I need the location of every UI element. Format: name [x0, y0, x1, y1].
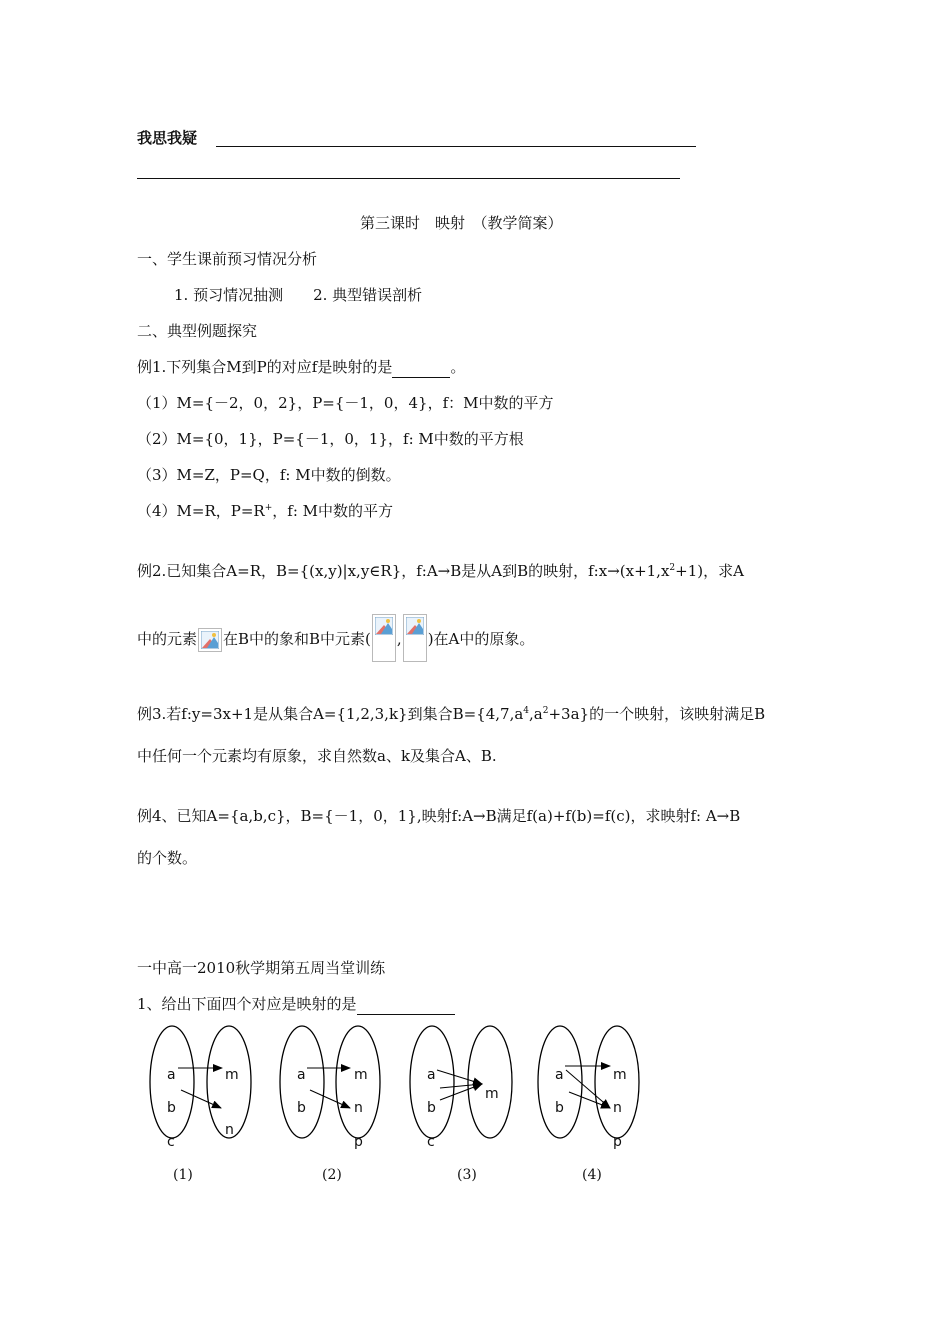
- example-3-line-1: [137, 704, 765, 724]
- header-rule-2: [137, 178, 680, 179]
- diagram-2-right-label: m: [354, 1067, 368, 1083]
- example-1-stem: [137, 357, 465, 378]
- diagram-1-left-label: a: [167, 1067, 176, 1083]
- training-title: 一中高一2010秋学期第五周当堂训练: [137, 959, 386, 977]
- example-2-line-2-c: )在A中的原象。: [427, 630, 535, 648]
- diagram-1-caption: (1): [173, 1167, 193, 1183]
- diagram-3-left-label: b: [427, 1100, 436, 1116]
- diagram-2-arrow-b-n: [310, 1090, 350, 1108]
- diagram-4-right-label: n: [613, 1100, 622, 1116]
- formula-image-icon: [198, 628, 222, 652]
- diagram-2-caption: (2): [322, 1167, 342, 1183]
- example-2-line-2-a: 中的元素: [137, 630, 198, 648]
- diagram-3-right-label: m: [485, 1086, 499, 1102]
- example-1-answer-blank[interactable]: [392, 357, 450, 378]
- example-2-line-1-a: 例2.已知集合A=R，B={(x,y)|x,y∈R}，f:A→B是从A到B的映射，f:x→(x+1,x: [137, 562, 670, 580]
- example-4-line-1: 例4、已知A={a,b,c}，B={－1，0，1},映射f:A→B满足f(a)+f(b)=f(c)，求映射f: A→B: [137, 807, 741, 825]
- example-4-line-2: 的个数。: [137, 849, 198, 867]
- diagram-4-caption: (4): [582, 1167, 602, 1183]
- diagram-2-right-label: n: [354, 1100, 363, 1116]
- example-2-line-2: [137, 614, 534, 664]
- section-1-subitems: 1. 预习情况抽测 2. 典型错误剖析: [174, 286, 423, 304]
- lesson-title: 第三课时 映射 （教学简案）: [360, 214, 563, 232]
- diagram-2-left-label: a: [297, 1067, 306, 1083]
- example-3-sup-2: 2: [542, 706, 549, 716]
- diagram-1-left-label: c: [167, 1134, 175, 1150]
- example-2-line-2-b: 在B中的象和B中元素(: [223, 630, 371, 648]
- diagram-4-arrow-b-n: [569, 1092, 610, 1108]
- training-question-1: [137, 994, 455, 1015]
- example-1-option-4-sup: +: [264, 503, 273, 513]
- diagram-3-caption: (3): [457, 1167, 477, 1183]
- diagram-4-left-label: b: [555, 1100, 564, 1116]
- example-3-line-1-a: 例3.若f:y=3x+1是从集合A={1,2,3,k}到集合B={4,7,a: [137, 705, 524, 723]
- example-1-stem-end: 。: [450, 358, 466, 376]
- diagram-2-left-label: b: [297, 1100, 306, 1116]
- diagram-1-left-label: b: [167, 1100, 176, 1116]
- training-answer-blank[interactable]: [357, 994, 455, 1015]
- diagram-1-arrow-b-n: [181, 1090, 221, 1108]
- diagram-1-right-label: m: [225, 1067, 239, 1083]
- example-2-line-1-b: +1)，求A: [675, 562, 744, 580]
- diagram-4-arrow-a-n: [566, 1070, 610, 1108]
- diagram-1-right-label: n: [225, 1122, 234, 1138]
- example-1-option-2: （2）M={0，1}，P={－1，0，1}，f: M中数的平方根: [137, 430, 524, 448]
- formula-image-icon: [372, 614, 396, 662]
- header-title: 我思我疑: [137, 129, 198, 147]
- example-3-line-1-c: +3a}的一个映射，该映射满足B: [548, 705, 766, 723]
- example-1-option-1: （1）M={－2，0，2}，P={－1，0，4}，f：M中数的平方: [137, 394, 554, 412]
- training-question-1-text: 1、给出下面四个对应是映射的是: [137, 995, 357, 1013]
- example-1-option-4-a: （4）M=R，P=R: [137, 502, 265, 520]
- diagram-3-left-label: c: [427, 1134, 435, 1150]
- example-1-option-4: [137, 501, 393, 521]
- section-1-heading: 一、学生课前预习情况分析: [137, 250, 318, 268]
- section-2-heading: 二、典型例题探究: [137, 322, 258, 340]
- example-3-line-1-b: ,a: [529, 705, 543, 723]
- header-rule-1: [216, 146, 696, 147]
- example-2-sup: 2: [669, 563, 676, 573]
- example-1-option-4-b: ，f: M中数的平方: [272, 502, 394, 520]
- diagram-2-right-label: p: [354, 1134, 363, 1150]
- example-2-comma: ,: [396, 630, 402, 648]
- example-3-line-2: 中任何一个元素均有原象，求自然数a、k及集合A、B.: [137, 747, 497, 765]
- example-1-option-3: （3）M=Z，P=Q，f: M中数的倒数。: [137, 466, 401, 484]
- diagram-3-left-label: a: [427, 1067, 436, 1083]
- example-2-line-1: [137, 561, 744, 581]
- mapping-diagrams: [0, 1020, 950, 1160]
- example-3-sup-1: 4: [523, 706, 530, 716]
- diagram-3: [410, 1026, 512, 1138]
- diagram-4-right-label: m: [613, 1067, 627, 1083]
- formula-image-icon: [403, 614, 427, 662]
- diagram-3-arrow-a-m: [437, 1070, 482, 1084]
- diagram-4-left-label: a: [555, 1067, 564, 1083]
- example-1-stem-text: 例1.下列集合M到P的对应f是映射的是: [137, 358, 393, 376]
- diagram-4-right-label: p: [613, 1134, 622, 1150]
